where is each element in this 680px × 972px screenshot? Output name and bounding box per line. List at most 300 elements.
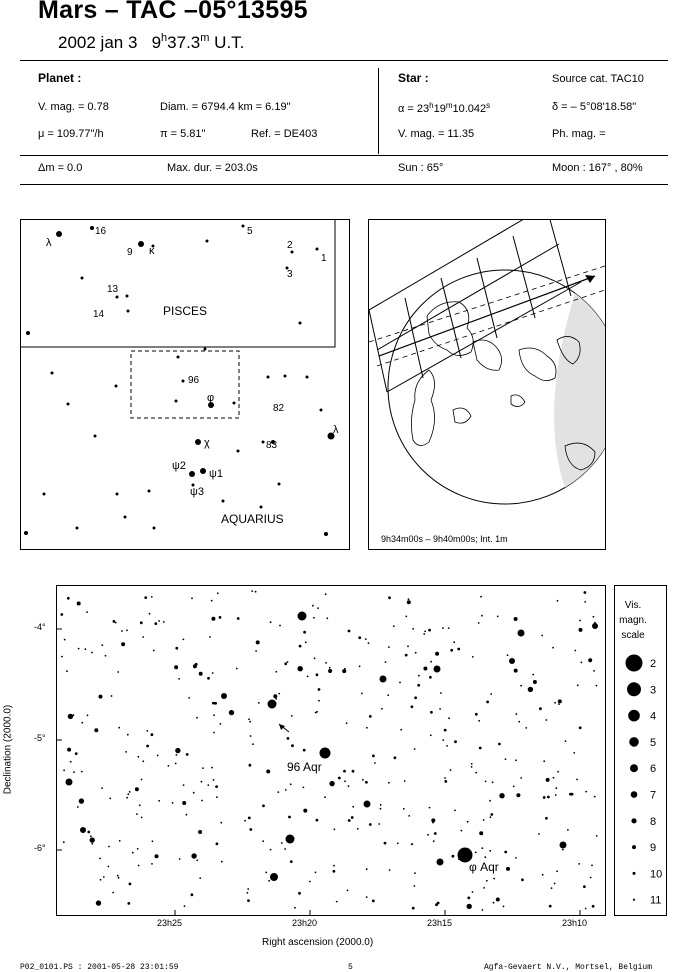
chart-star (369, 823, 372, 826)
chart-star (515, 713, 517, 715)
chart-star (78, 648, 80, 650)
chart-star (126, 797, 128, 799)
chart-star (372, 900, 375, 903)
chart-star (66, 670, 68, 672)
event-maxdur: Max. dur. = 203.0s (167, 162, 258, 174)
chart-star (351, 816, 354, 819)
chart-star (593, 670, 595, 672)
chart-star (298, 666, 303, 671)
finder-star (195, 439, 201, 445)
chart-star (138, 756, 140, 758)
chart-star (278, 693, 280, 695)
legend-dot-mag-6 (630, 764, 638, 772)
finder-star (24, 531, 28, 535)
chart-star (412, 907, 415, 910)
chart-star (121, 630, 123, 632)
planet-diam: Diam. = 6794.4 km = 6.19" (160, 101, 291, 113)
chart-star (334, 829, 336, 831)
chart-star (357, 828, 359, 830)
star-chart (56, 585, 606, 916)
chart-star (412, 843, 414, 845)
chart-star (457, 648, 460, 651)
chart-star (212, 672, 214, 674)
chart-star (484, 856, 486, 858)
chart-star (400, 729, 402, 731)
chart-star (184, 905, 186, 907)
chart-star (521, 878, 524, 881)
chart-star (325, 662, 327, 664)
chart-star-bright (320, 748, 331, 759)
chart-star (86, 611, 88, 613)
event-sun: Sun : 65° (398, 162, 444, 174)
chart-star (284, 662, 287, 665)
chart-star-bright (592, 623, 598, 629)
chart-star (329, 781, 334, 786)
chart-star (342, 669, 346, 673)
chart-star (553, 777, 555, 779)
chart-star (439, 708, 441, 710)
chart-star (117, 671, 119, 673)
finder-chart (20, 219, 350, 550)
chart-star (365, 638, 367, 640)
chart-star (139, 804, 141, 806)
chart-star (142, 760, 144, 762)
chart-star (191, 597, 193, 599)
chart-star (79, 798, 84, 803)
chart-star (480, 596, 482, 598)
chart-star (384, 842, 387, 845)
chart-star (328, 669, 332, 673)
chart-star (507, 654, 509, 656)
chart-star (127, 902, 130, 905)
chart-star (188, 697, 190, 699)
chart-star (290, 783, 292, 785)
globe-caption: 9h34m00s – 9h40m00s; Int. 1m (381, 534, 508, 544)
chart-star (475, 852, 477, 854)
constellation-aquarius: AQUARIUS (221, 512, 284, 526)
header-mid-rule (20, 155, 668, 156)
chart-star (182, 801, 186, 805)
chart-star (178, 678, 180, 680)
chart-star (315, 872, 317, 874)
legend-dot-mag-10 (633, 872, 636, 875)
chart-star (424, 631, 426, 633)
chart-star (303, 631, 306, 634)
finder-label-chi: χ (204, 437, 210, 449)
chart-star (452, 855, 455, 858)
star-heading: Star : (398, 71, 429, 85)
chart-star (199, 877, 201, 879)
chart-star (532, 674, 534, 676)
legend-label-mag-11: 11 (650, 894, 662, 907)
chart-star (268, 880, 270, 882)
chart-star (585, 908, 587, 910)
chart-star (316, 819, 319, 822)
header-divider (378, 68, 379, 154)
chart-star (176, 754, 178, 756)
finder-star (177, 356, 180, 359)
chart-star (482, 909, 484, 911)
x-tick-23h10: 23h10 (562, 918, 588, 928)
finder-chart-svg (21, 220, 349, 549)
finder-label-lambda-psc: λ (46, 237, 52, 249)
chart-star (450, 769, 452, 771)
label-96-aqr: 96 Aqr (287, 760, 322, 774)
chart-star (352, 770, 355, 773)
y-tick-6: -6° (34, 843, 46, 853)
event-time-m-unit: m (200, 32, 210, 44)
chart-star-bright (364, 801, 371, 808)
legend-dot-mag-11 (633, 899, 635, 901)
chart-star (121, 642, 125, 646)
chart-star-bright (66, 779, 73, 786)
finder-star (242, 225, 245, 228)
chart-star (251, 590, 253, 592)
chart-star (490, 816, 492, 818)
chart-star (361, 693, 363, 695)
chart-star (366, 896, 368, 898)
chart-star (450, 649, 453, 652)
chart-star (201, 800, 203, 802)
chart-star (467, 897, 470, 900)
chart-star (270, 621, 272, 623)
chart-star (141, 779, 143, 781)
chart-star (467, 904, 472, 909)
chart-star (201, 781, 203, 783)
legend-svg (615, 586, 666, 915)
chart-star (129, 791, 131, 793)
legend-title-1: Vis. (624, 600, 642, 611)
chart-star (309, 881, 311, 883)
chart-star (117, 875, 119, 877)
chart-star (389, 869, 391, 871)
chart-star (262, 804, 265, 807)
chart-star (541, 635, 543, 637)
chart-star (579, 620, 581, 622)
chart-star (314, 657, 316, 659)
planet-ref: Ref. = DE403 (251, 128, 318, 140)
chart-star (73, 714, 75, 716)
chart-star (579, 628, 583, 632)
chart-star (216, 842, 219, 845)
chart-star (151, 733, 154, 736)
chart-star (538, 833, 540, 835)
chart-star (247, 899, 250, 902)
chart-star (444, 729, 447, 732)
chart-star (316, 711, 318, 713)
chart-star (179, 858, 181, 860)
event-datetime (58, 32, 244, 53)
chart-star (326, 617, 328, 619)
chart-star (478, 720, 480, 722)
chart-star (113, 620, 116, 623)
chart-star (411, 705, 414, 708)
finder-label-83: 83 (266, 440, 278, 451)
chart-star (333, 865, 335, 867)
chart-star (454, 740, 457, 743)
chart-star (446, 745, 448, 747)
chart-star (415, 652, 417, 654)
chart-star (140, 621, 143, 624)
chart-star (118, 877, 120, 879)
event-time-suffix: U.T. (209, 33, 245, 52)
chart-star (520, 777, 522, 779)
label-phi-aqr: φ Aqr (469, 860, 499, 874)
chart-star (247, 892, 249, 894)
chart-star-bright (518, 630, 525, 637)
finder-star (51, 372, 54, 375)
chart-star (444, 777, 446, 779)
chart-star (213, 779, 215, 781)
chart-star (211, 617, 215, 621)
chart-star (348, 785, 350, 787)
chart-star (558, 703, 560, 705)
chart-star (429, 676, 432, 679)
finder-label-82: 82 (273, 403, 285, 414)
chart-star (520, 685, 522, 687)
finder-label-9: 9 (127, 247, 133, 258)
chart-star-bright (509, 658, 515, 664)
finder-label-psi1: ψ1 (209, 468, 223, 480)
chart-star (405, 654, 408, 657)
chart-star (558, 699, 562, 703)
chart-star (393, 625, 395, 627)
chart-star (202, 767, 204, 769)
chart-star (489, 800, 491, 802)
chart-star (221, 861, 223, 863)
chart-star (407, 645, 409, 647)
chart-star (433, 840, 435, 842)
chart-star (252, 743, 254, 745)
chart-star (175, 748, 180, 753)
chart-star (518, 721, 520, 723)
chart-star (281, 842, 283, 844)
chart-star (63, 769, 65, 771)
chart-star (435, 903, 438, 906)
chart-star (479, 747, 482, 750)
chart-star (578, 863, 580, 865)
finder-star (76, 527, 79, 530)
legend-title-2: magn. (619, 615, 647, 626)
legend-label-mag-8: 8 (650, 815, 657, 828)
chart-star (303, 787, 305, 789)
finder-star (260, 506, 263, 509)
chart-star (467, 821, 469, 823)
page-title: Mars – TAC –05°13595 (38, 0, 308, 24)
chart-star (146, 730, 148, 732)
chart-star (316, 673, 319, 676)
chart-star (513, 786, 515, 788)
chart-star (149, 613, 151, 615)
legend-label-mag-4: 4 (650, 710, 657, 723)
star-source: Source cat. TAC10 (552, 73, 644, 85)
chart-star (573, 752, 575, 754)
legend-label-mag-9: 9 (650, 842, 657, 855)
event-date: 2002 jan 3 (58, 33, 138, 52)
chart-star (213, 732, 215, 734)
chart-star (211, 767, 213, 769)
y-tick-5: -5° (34, 733, 46, 743)
chart-star (155, 854, 159, 858)
chart-star (81, 771, 83, 773)
chart-star (303, 749, 306, 752)
finder-star (116, 296, 119, 299)
legend-title-3: scale (621, 630, 645, 641)
finder-star (126, 295, 129, 298)
chart-star-bright (270, 873, 278, 881)
chart-star (418, 675, 420, 677)
chart-star (60, 613, 63, 616)
chart-star (64, 639, 66, 641)
chart-star (112, 892, 114, 894)
chart-star (127, 734, 129, 736)
chart-star (318, 700, 320, 702)
chart-star (99, 858, 101, 860)
chart-star (191, 893, 194, 896)
chart-star (70, 761, 72, 763)
chart-star (506, 867, 510, 871)
chart-star (369, 715, 372, 718)
chart-star (275, 698, 277, 700)
chart-star (492, 781, 494, 783)
chart-star (91, 652, 93, 654)
chart-star (414, 872, 416, 874)
chart-star (493, 902, 495, 904)
chart-star (475, 772, 477, 774)
chart-star (404, 780, 406, 782)
chart-star (175, 647, 178, 650)
chart-star-bright (560, 842, 567, 849)
chart-star (174, 665, 178, 669)
chart-star (191, 853, 196, 858)
star-phmag: Ph. mag. = (552, 128, 606, 140)
chart-star (431, 818, 435, 822)
legend-label-mag-3: 3 (650, 684, 657, 697)
chart-star (196, 860, 198, 862)
chart-star (423, 667, 427, 671)
chart-star (219, 616, 222, 619)
chart-star (284, 848, 286, 850)
chart-star (430, 711, 433, 714)
chart-star (158, 620, 160, 622)
chart-star (248, 817, 251, 820)
chart-star (183, 784, 185, 786)
event-moon: Moon : 167° , 80% (552, 162, 643, 174)
chart-star (366, 727, 368, 729)
chart-star (574, 650, 576, 652)
chart-star (378, 823, 380, 825)
constellation-pisces: PISCES (163, 304, 208, 318)
chart-star (258, 702, 260, 704)
chart-star (265, 872, 267, 874)
x-tick-23h25: 23h25 (157, 918, 183, 928)
chart-star (380, 808, 382, 810)
chart-star (440, 692, 442, 694)
finder-star (267, 376, 270, 379)
chart-star (247, 888, 249, 890)
chart-star (489, 850, 491, 852)
chart-star (372, 755, 375, 758)
chart-star (408, 815, 410, 817)
chart-star (324, 796, 326, 798)
chart-star (414, 696, 417, 699)
chart-star (381, 708, 383, 710)
chart-star (298, 892, 301, 895)
chart-star (576, 779, 578, 781)
chart-star (101, 644, 103, 646)
chart-star (81, 722, 83, 724)
chart-star (338, 777, 341, 780)
legend-label-mag-5: 5 (650, 736, 657, 749)
chart-star (555, 794, 557, 796)
chart-star (486, 880, 488, 882)
finder-star (148, 490, 151, 493)
legend-label-mag-2: 2 (650, 658, 657, 670)
chart-star (348, 819, 351, 822)
chart-star (545, 719, 547, 721)
chart-star (151, 596, 153, 598)
finder-star (306, 376, 309, 379)
chart-star (435, 652, 439, 656)
chart-star (94, 728, 98, 732)
chart-star (547, 796, 550, 799)
chart-star (100, 879, 102, 881)
chart-star (472, 891, 474, 893)
chart-star (505, 758, 507, 760)
chart-star (108, 866, 110, 868)
chart-star (157, 755, 159, 757)
finder-star (233, 402, 236, 405)
chart-star (136, 813, 138, 815)
chart-star (585, 791, 587, 793)
chart-star (388, 782, 390, 784)
chart-star (175, 763, 177, 765)
finder-star (94, 435, 97, 438)
finder-star (43, 493, 46, 496)
chart-star (196, 717, 198, 719)
finder-star (175, 400, 178, 403)
chart-star (407, 600, 411, 604)
chart-star (552, 647, 554, 649)
chart-star (312, 605, 314, 607)
chart-star (313, 617, 315, 619)
chart-star (256, 640, 260, 644)
chart-star (303, 809, 307, 813)
chart-star (220, 822, 222, 824)
chart-star (290, 860, 293, 863)
legend-dot-mag-4 (628, 710, 640, 722)
chart-star-bright (437, 859, 444, 866)
x-tick-23h15: 23h15 (427, 918, 453, 928)
legend-label-mag-6: 6 (650, 763, 657, 776)
chart-star (255, 650, 257, 652)
chart-star (596, 685, 598, 687)
chart-star (366, 868, 368, 870)
finder-label-psi3: ψ3 (190, 486, 204, 498)
chart-star (374, 762, 376, 764)
chart-star (75, 752, 78, 755)
chart-star (343, 770, 346, 773)
chart-star (490, 693, 492, 695)
chart-star (591, 865, 593, 867)
chart-star (101, 787, 103, 789)
legend-dots (626, 655, 643, 901)
chart-star (453, 641, 455, 643)
finder-star (262, 441, 265, 444)
chart-star (287, 661, 289, 663)
chart-star (414, 748, 416, 750)
chart-stars (60, 590, 598, 911)
